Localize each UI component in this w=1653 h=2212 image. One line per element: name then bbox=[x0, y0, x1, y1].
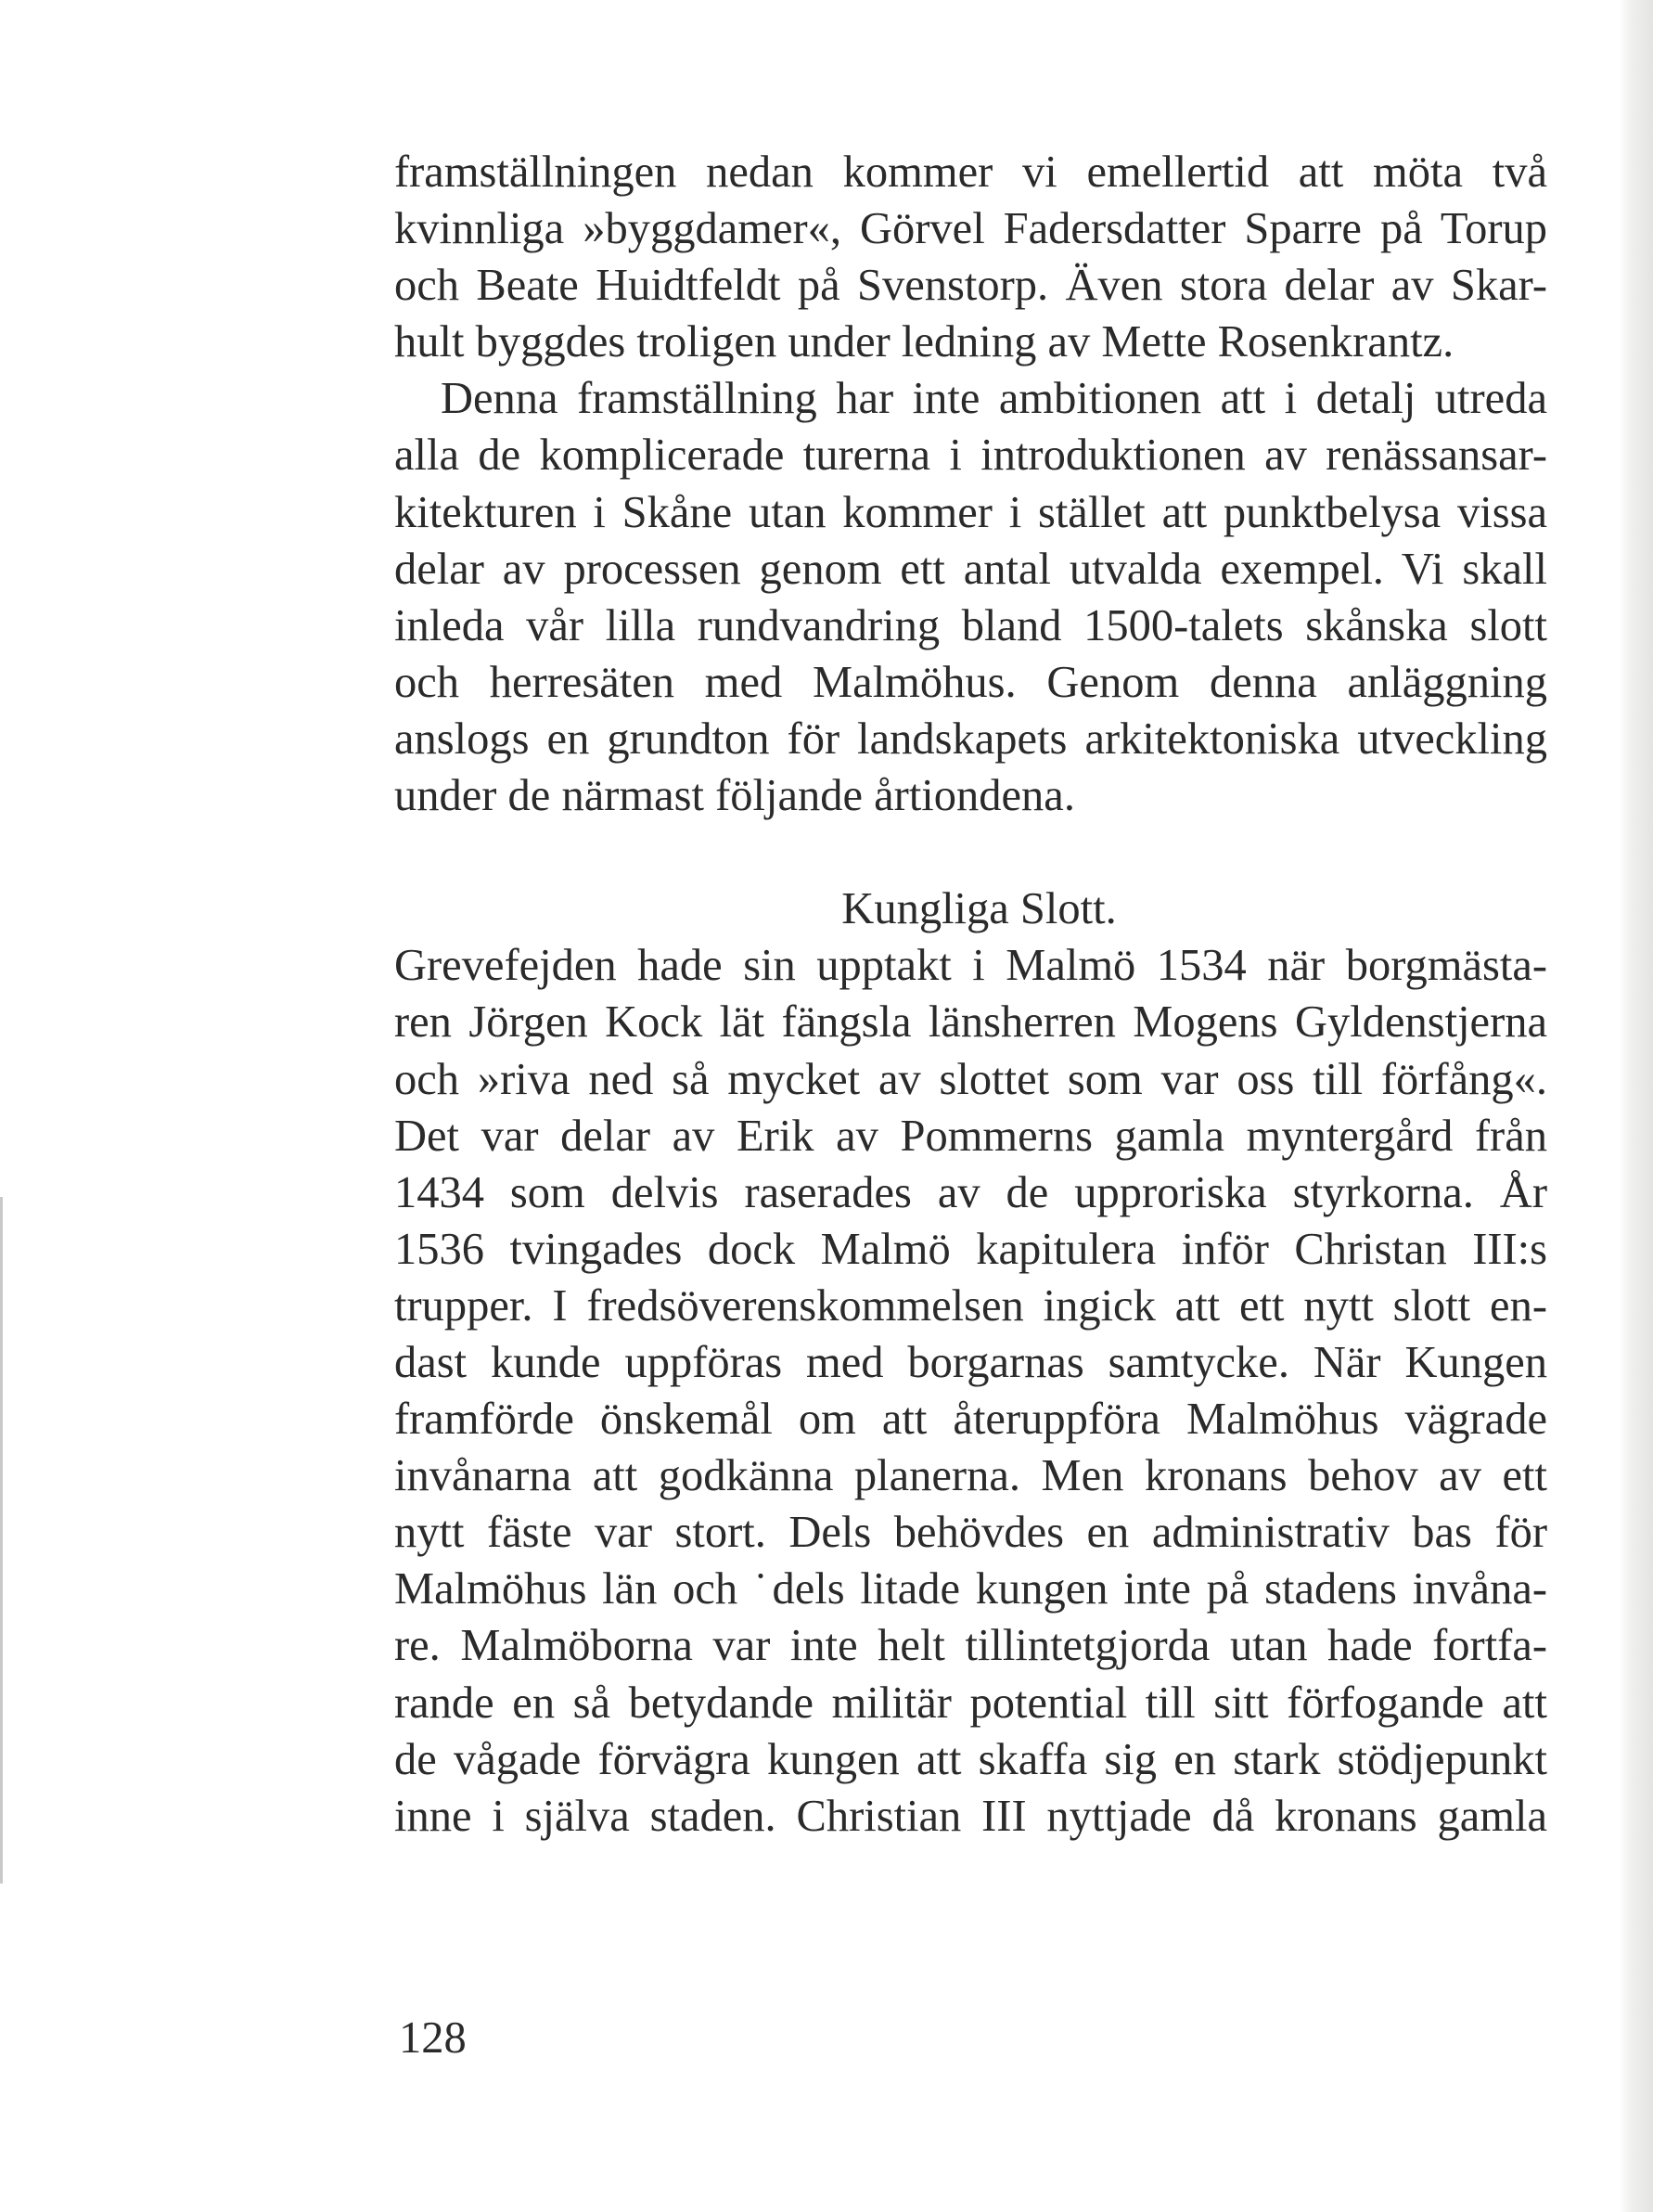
paragraph-1-line: hult byggdes troligen under ledning av Mette Rosenkrantz. bbox=[394, 317, 1454, 367]
paragraph-1-line: och Beate Huidtfeldt på Svenstorp. Även stora delar av Skar- bbox=[394, 261, 1547, 311]
body-text bbox=[394, 144, 1547, 1845]
paragraph-1 bbox=[394, 144, 1547, 370]
paragraph-3-line: trupper. I fredsöverenskommelsen ingick att ett nytt slott en- bbox=[394, 1280, 1547, 1331]
paragraph-2-line: Denna framställning har inte ambitionen att i detalj utreda bbox=[441, 374, 1547, 424]
paragraph-3-line: Grevefejden hade sin upptakt i Malmö 1534 när borgmästa- bbox=[394, 941, 1547, 991]
paragraph-3-line: nytt fäste var stort. Dels behövdes en administrativ bas för bbox=[394, 1508, 1547, 1558]
section-heading: Kungliga Slott. bbox=[841, 884, 1117, 934]
paragraph-2-line: anslogs en grundton för landskapets arkitektoniska utveckling bbox=[394, 714, 1547, 764]
paragraph-3-line: rande en så betydande militär potential till sitt förfogande att bbox=[394, 1678, 1547, 1728]
paragraph-3-line: och »riva ned så mycket av slottet som var oss till förfång«. bbox=[394, 1054, 1547, 1104]
paragraph-2 bbox=[394, 370, 1547, 824]
paragraph-3-line: inne i själva staden. Christian III nyttjade då kronans gamla bbox=[394, 1791, 1547, 1841]
paragraph-1-line: kvinnliga »byggdamer«, Görvel Fadersdatter Sparre på Torup bbox=[394, 204, 1547, 254]
paragraph-3-line: re. Malmöborna var inte helt tillintetgjorda utan hade fortfa- bbox=[394, 1621, 1547, 1671]
paragraph-3-line: invånarna att godkänna planerna. Men kronans behov av ett bbox=[394, 1451, 1547, 1501]
paragraph-2-line: och herresäten med Malmöhus. Genom denna anläggning bbox=[394, 657, 1547, 707]
paragraph-3-line: ren Jörgen Kock lät fängsla länsherren Mogens Gyldenstjerna bbox=[394, 997, 1547, 1048]
paragraph-3-line: 1434 som delvis raserades av de upproriska styrkorna. År bbox=[394, 1167, 1547, 1217]
paragraph-2-line: kitekturen i Skåne utan kommer i stället att punktbelysa vissa bbox=[394, 487, 1547, 537]
paragraph-3-line: framförde önskemål om att återuppföra Malmöhus vägrade bbox=[394, 1395, 1547, 1445]
scan-margin-mark bbox=[0, 1197, 3, 1884]
paragraph-3-line: de vågade förvägra kungen att skaffa sig en stark stödjepunkt bbox=[394, 1734, 1547, 1784]
page-number: 128 bbox=[399, 2013, 467, 2063]
paragraph-2-line: inleda vår lilla rundvandring bland 1500-talets skånska slott bbox=[394, 600, 1547, 650]
paragraph-3 bbox=[394, 937, 1547, 1845]
paragraph-2-line: alla de komplicerade turerna i introduktionen av renässansar- bbox=[394, 431, 1547, 481]
paragraph-3-line: dast kunde uppföras med borgarnas samtycke. När Kungen bbox=[394, 1337, 1547, 1387]
paragraph-1-line: framställningen nedan kommer vi emellertid att möta två bbox=[394, 148, 1547, 197]
page-edge-shadow bbox=[1619, 0, 1653, 2212]
paragraph-2-line: delar av processen genom ett antal utvalda exempel. Vi skall bbox=[394, 544, 1547, 594]
paragraph-2-line: under de närmast följande årtiondena. bbox=[394, 771, 1075, 821]
paragraph-3-line: Det var delar av Erik av Pommerns gamla myntergård från bbox=[394, 1111, 1547, 1161]
paragraph-3-line: Malmöhus län och ˙dels litade kungen inte på stadens invåna- bbox=[394, 1564, 1547, 1614]
paragraph-3-line: 1536 tvingades dock Malmö kapitulera inför Christan III:s bbox=[394, 1224, 1547, 1274]
